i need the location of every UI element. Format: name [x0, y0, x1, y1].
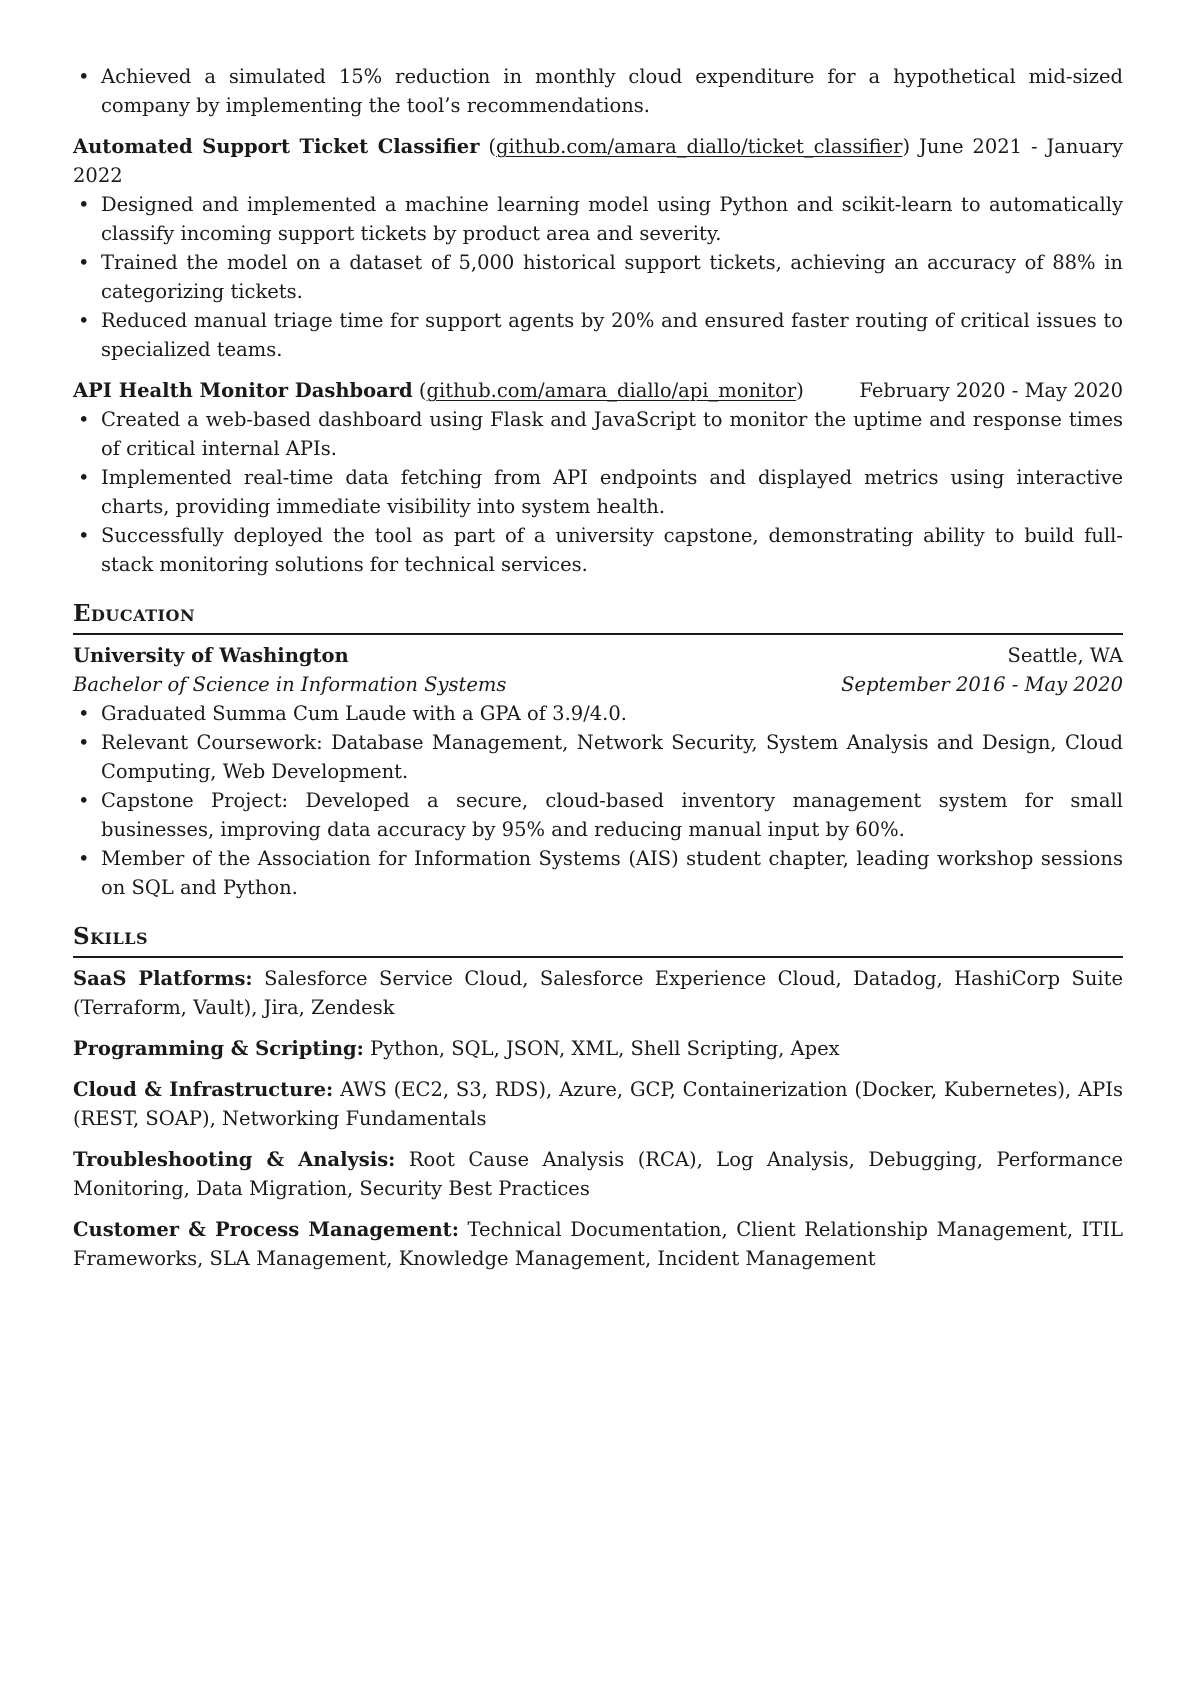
- skill-line: [73, 1075, 1123, 1133]
- skill-label: Troubleshooting & Analysis:: [73, 1148, 396, 1171]
- skill-value: Root Cause Analysis (RCA), Log Analysis, Debugging, Performance Monitoring, Data Migration, Security Best Practices: [73, 1148, 1124, 1200]
- bullet-item: • Designed and implemented a machine learning model using Python and scikit-learn to automatically classify incoming support tickets by product area and severity.: [73, 190, 1123, 248]
- skill-value: AWS (EC2, S3, RDS), Azure, GCP, Containerization (Docker, Kubernetes), APIs (REST, SOAP), Networking Fundamentals: [73, 1078, 1124, 1130]
- school-location: Seattle, WA: [1007, 644, 1123, 667]
- project-bullets: [73, 405, 1123, 579]
- project-link[interactable]: github.com/amara_diallo/api_monitor: [426, 379, 797, 402]
- bullet-item: • Created a web-based dashboard using Flask and JavaScript to monitor the uptime and response times of critical internal APIs.: [73, 405, 1123, 463]
- bullet-item: • Member of the Association for Information Systems (AIS) student chapter, leading workshop sessions on SQL and Python.: [73, 844, 1123, 902]
- bullet-item: • Reduced manual triage time for support agents by 20% and ensured faster routing of critical issues to specialized teams.: [73, 306, 1123, 364]
- education-school-row: [73, 641, 1123, 670]
- bullet-item: • Successfully deployed the tool as part of a university capstone, demonstrating ability to build full-stack monitoring solutions for technical services.: [73, 521, 1123, 579]
- bullet-item: • Capstone Project: Developed a secure, cloud-based inventory management system for small businesses, improving data accuracy by 95% and reducing manual input by 60%.: [73, 786, 1123, 844]
- bullet-item: • Implemented real-time data fetching from API endpoints and displayed metrics using interactive charts, providing immediate visibility into system health.: [73, 463, 1123, 521]
- school-name: University of Washington: [73, 644, 349, 667]
- section-heading-skills: Skills: [73, 920, 1123, 958]
- previous-project-bullets: [73, 62, 1123, 120]
- degree-name: Bachelor of Science in Information Systems: [73, 673, 507, 696]
- project-bullets: [73, 190, 1123, 364]
- skill-label: Programming & Scripting:: [73, 1037, 364, 1060]
- skill-line: [73, 964, 1123, 1022]
- skill-label: Cloud & Infrastructure:: [73, 1078, 334, 1101]
- project-title: API Health Monitor Dashboard: [73, 379, 413, 402]
- skill-line: [73, 1034, 1123, 1063]
- skill-line: [73, 1145, 1123, 1203]
- education-degree-row: [73, 670, 1123, 699]
- project-header: API Health Monitor Dashboard (github.com/amara_diallo/api_monitor) February 2020 - May 2020: [73, 376, 1123, 405]
- resume-page: [73, 62, 1123, 1273]
- project-dates: February 2020 - May 2020: [859, 379, 1123, 402]
- project-api-monitor: [73, 376, 1123, 579]
- project-link[interactable]: github.com/amara_diallo/ticket_classifier: [496, 135, 903, 158]
- skill-value: Salesforce Service Cloud, Salesforce Experience Cloud, Datadog, HashiCorp Suite (Terraform, Vault), Jira, Zendesk: [73, 967, 1124, 1019]
- skill-value: Python, SQL, JSON, XML, Shell Scripting, Apex: [370, 1037, 840, 1060]
- bullet-item: • Relevant Coursework: Database Management, Network Security, System Analysis and Design, Cloud Computing, Web Development.: [73, 728, 1123, 786]
- education-dates: September 2016 - May 2020: [841, 673, 1123, 696]
- bullet-item: • Achieved a simulated 15% reduction in monthly cloud expenditure for a hypothetical mid-sized company by implementing the tool’s recommendations.: [73, 62, 1123, 120]
- bullet-item: • Graduated Summa Cum Laude with a GPA of 3.9/4.0.: [73, 699, 1123, 728]
- skill-line: [73, 1215, 1123, 1273]
- section-heading-education: Education: [73, 597, 1123, 635]
- skill-label: Customer & Process Management:: [73, 1218, 459, 1241]
- skill-label: SaaS Platforms:: [73, 967, 253, 990]
- project-ticket-classifier: [73, 132, 1123, 364]
- bullet-item: • Trained the model on a dataset of 5,000 historical support tickets, achieving an accuracy of 88% in categorizing tickets.: [73, 248, 1123, 306]
- project-title: Automated Support Ticket Classifier: [73, 135, 480, 158]
- education-bullets: [73, 699, 1123, 902]
- project-header: Automated Support Ticket Classifier (github.com/amara_diallo/ticket_classifier) June 2021 - January 2022: [73, 135, 1123, 187]
- skill-value: Technical Documentation, Client Relationship Management, ITIL Frameworks, SLA Management, Knowledge Management, Incident Management: [73, 1218, 1123, 1270]
- project-dates: June 2021 - January 2022: [73, 135, 1123, 187]
